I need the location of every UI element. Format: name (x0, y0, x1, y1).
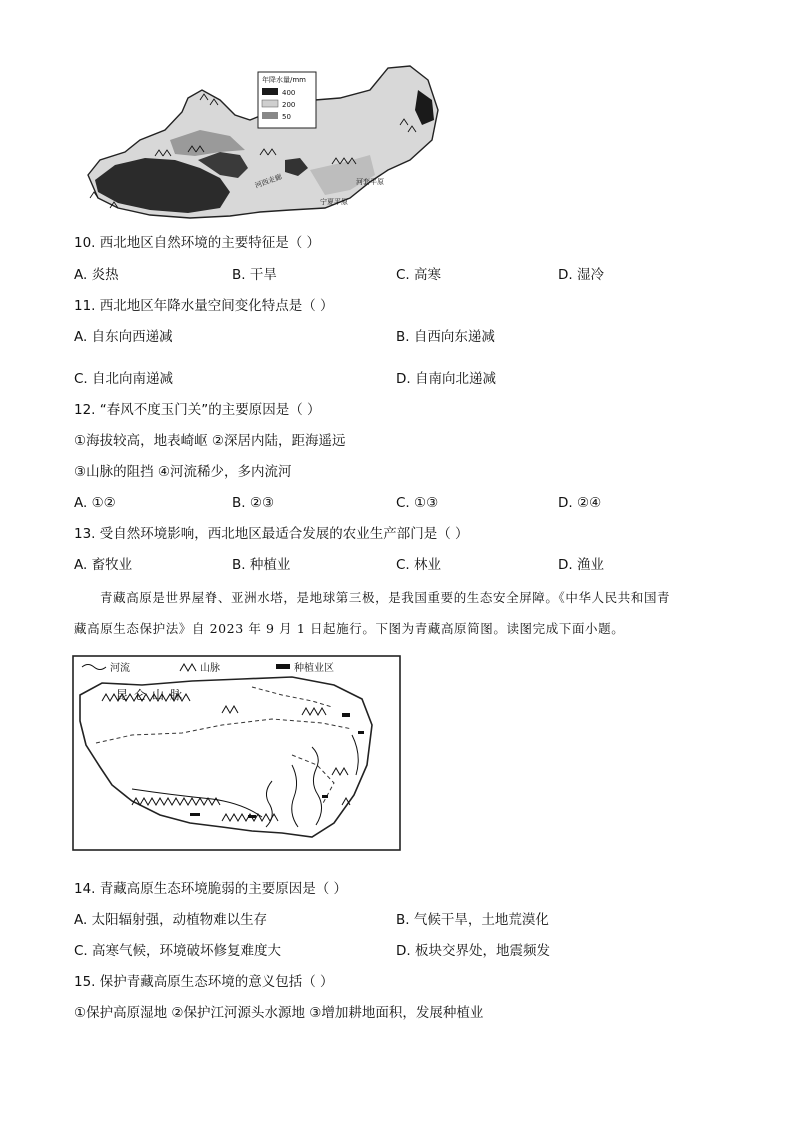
label-ningxia-plain: 宁夏平原 (320, 198, 348, 206)
legend-mountain: 山脉 (200, 663, 220, 674)
q13-option-d[interactable]: D. 渔业 (558, 557, 604, 573)
q14-option-a[interactable]: A. 太阳辐射强，动植物难以生存 (74, 912, 268, 928)
legend-value-200: 200 (282, 101, 296, 109)
question-14-stem: 14. 青藏高原生态环境脆弱的主要原因是（ ） (74, 881, 348, 897)
label-hexi-corridor: 河西走廊 (253, 172, 283, 190)
farming-legend-icon (276, 664, 290, 669)
q12-option-a[interactable]: A. ①② (74, 495, 116, 511)
q12-statements-2: ③山脉的阻挡 ④河流稀少，多内流河 (74, 464, 292, 480)
legend-farming-zone: 种植业区 (294, 663, 334, 674)
q13-option-b[interactable]: B. 种植业 (232, 557, 291, 573)
question-11-stem: 11. 西北地区年降水量空间变化特点是（ ） (74, 298, 334, 314)
legend-row (82, 661, 334, 674)
qinghai-tibet-plateau-map (72, 655, 402, 852)
question-13-stem: 13. 受自然环境影响，西北地区最适合发展的农业生产部门是（ ） (74, 526, 469, 542)
legend-value-400: 400 (282, 89, 296, 97)
q13-option-a[interactable]: A. 畜牧业 (74, 557, 133, 573)
q13-option-c[interactable]: C. 林业 (396, 557, 442, 573)
legend-value-50: 50 (282, 113, 291, 121)
q10-option-a[interactable]: A. 炎热 (74, 267, 119, 283)
q10-option-b[interactable]: B. 干旱 (232, 267, 277, 283)
northwest-precipitation-map (70, 60, 450, 220)
map-frame (73, 656, 400, 850)
passage-line-1: 青藏高原是世界屋脊、亚洲水塔，是地球第三极，是我国重要的生态安全屏障。《中华人民共和国青 (100, 590, 671, 605)
question-10-stem: 10. 西北地区自然环境的主要特征是（ ） (74, 235, 321, 251)
label-hetao-plain: 河套平原 (356, 178, 384, 186)
q12-option-d[interactable]: D. ②④ (558, 495, 602, 511)
q12-option-b[interactable]: B. ②③ (232, 495, 275, 511)
question-15-stem: 15. 保护青藏高原生态环境的意义包括（ ） (74, 974, 334, 990)
q10-option-d[interactable]: D. 湿冷 (558, 267, 604, 283)
q12-statements-1: ①海拔较高，地表崎岖 ②深居内陆，距海遥远 (74, 433, 346, 449)
q11-option-d[interactable]: D. 自南向北递减 (396, 371, 496, 387)
passage-line-2: 藏高原生态保护法》自 2023 年 9 月 1 日起施行。下图为青藏高原简图。读图完成下面小题。 (74, 621, 625, 636)
legend-title: 年降水量/mm (262, 76, 306, 84)
q10-option-c[interactable]: C. 高寒 (396, 267, 442, 283)
question-12-stem: 12. “春风不度玉门关”的主要原因是（ ） (74, 402, 321, 418)
q14-option-b[interactable]: B. 气候干旱，土地荒漠化 (396, 912, 549, 928)
q14-option-d[interactable]: D. 板块交界处，地震频发 (396, 943, 550, 959)
legend-river: 河流 (110, 663, 130, 674)
q14-option-c[interactable]: C. 高寒气候，环境破坏修复难度大 (74, 943, 282, 959)
label-kunlun-mountains: 昆仑山脉 (116, 688, 189, 702)
q12-option-c[interactable]: C. ①③ (396, 495, 439, 511)
q11-option-b[interactable]: B. 自西向东递减 (396, 329, 495, 345)
q11-option-c[interactable]: C. 自北向南递减 (74, 371, 174, 387)
q15-statements: ①保护高原湿地 ②保护江河源头水源地 ③增加耕地面积，发展种植业 (74, 1005, 484, 1021)
q11-option-a[interactable]: A. 自东向西递减 (74, 329, 173, 345)
